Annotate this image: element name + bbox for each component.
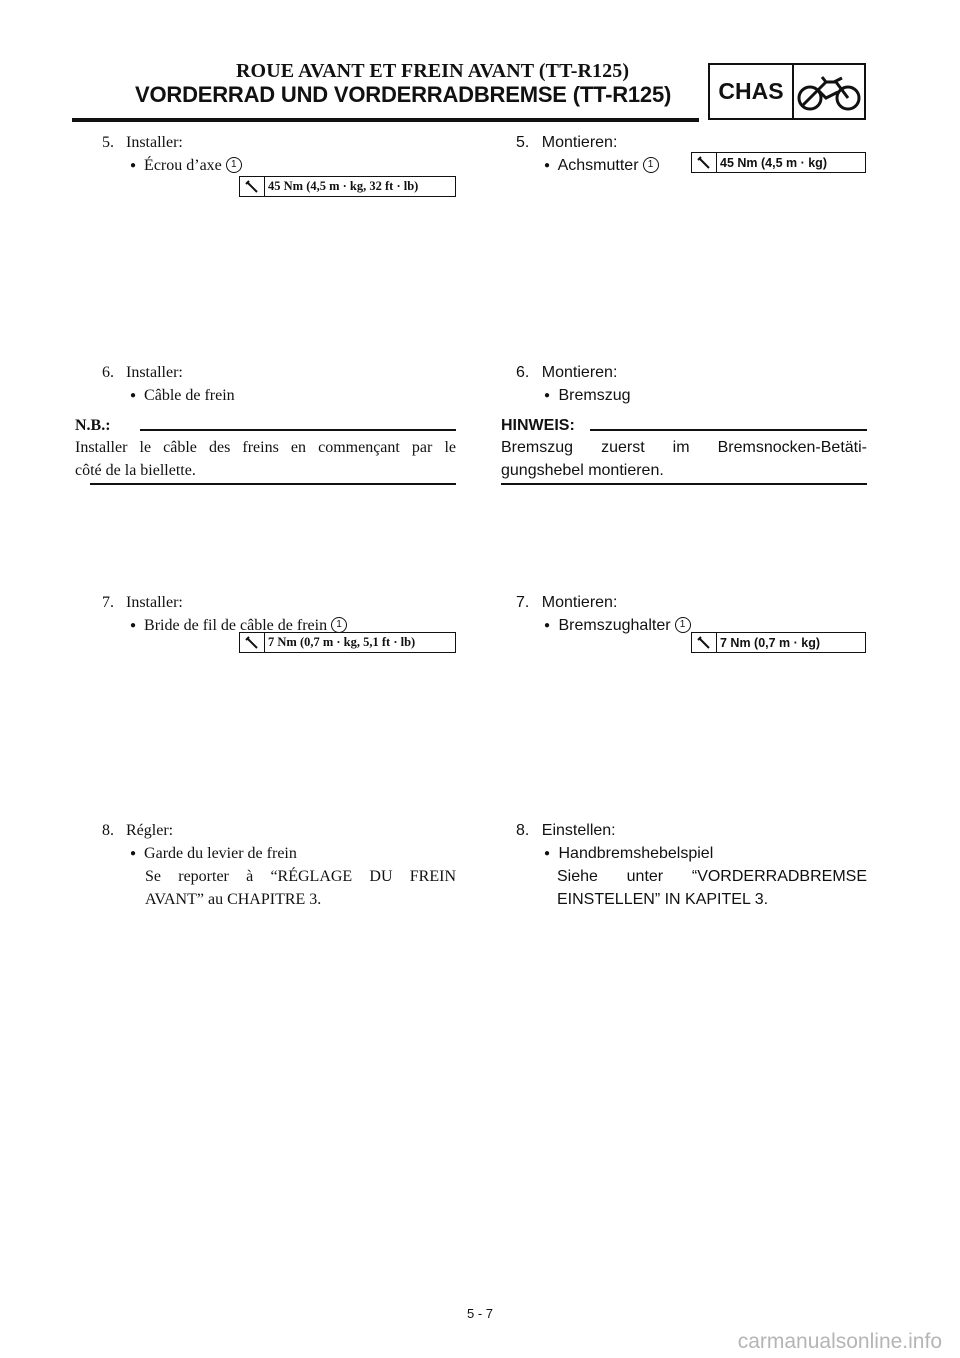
de-torque-box-5 [691,152,866,173]
fr-torque-box-7 [239,632,456,653]
fr-step-5-action: Installer: [126,134,183,151]
fr-step-8-action: Régler: [126,822,174,839]
de-step-6-item [544,384,631,409]
de-step-8-action: Einstellen: [541,822,616,839]
watermark: carmanualsonline.info [737,1330,942,1353]
fr-step-8-item-text: Garde du levier de frein [144,845,297,862]
de-step-7-action: Montieren: [541,594,618,611]
de-torque-box-7 [691,632,866,653]
fr-note-label: N.B.: [75,417,111,434]
de-step-5-item-text: Achsmutter [557,157,639,174]
fr-step-5-ref: 1 [226,157,242,173]
page-number: 5 - 7 [466,1306,493,1321]
de-step-8-item [544,842,713,867]
fr-step-6-number: 6. [102,364,114,381]
de-step-6-action: Montieren: [541,364,618,381]
de-note-line-1: Bremszug zuerst im Bremsnocken-Betäti- [501,439,867,456]
fr-step-8-item [130,842,297,867]
fr-note-top-rule [140,429,456,431]
fr-step-5-number: 5. [102,134,114,151]
chapter-badge [708,63,866,120]
de-step-8-number: 8. [516,822,530,839]
de-step-8 [516,819,616,842]
fr-step-7-number: 7. [102,594,114,611]
fr-step-5-item [130,154,242,179]
de-step-7-number: 7. [516,594,530,611]
fr-step-7-action: Installer: [126,594,183,611]
title-german: VORDERRAD UND VORDERRADBREMSE (TT-R125) [135,82,672,107]
de-step-5-ref: 1 [643,157,659,173]
fr-step-6-action: Installer: [126,364,183,381]
title-french: ROUE AVANT ET FREIN AVANT (TT-R125) [236,60,630,82]
fr-step-7-item-text: Bride de fil de câble de frein [144,617,328,634]
de-step-7 [516,591,617,614]
de-step-5-action: Montieren: [541,134,618,151]
fr-step-7 [102,591,183,614]
de-step-6 [516,361,617,384]
fr-torque-value-5: 45 Nm (4,5 m · kg, 32 ft · lb) [268,179,419,193]
de-note-label: HINWEIS: [501,417,575,434]
de-torque-value-5: 45 Nm (4,5 m · kg) [720,155,827,170]
fr-step-5-item-text: Écrou d’axe [144,157,222,174]
de-note-bottom-rule [501,483,867,485]
header-rule [72,118,699,122]
motorcycle-icon [794,65,864,118]
de-note-top-rule [590,429,867,431]
de-step-6-number: 6. [516,364,530,381]
de-step-6-item-text: Bremszug [558,387,631,404]
fr-step-8-number: 8. [102,822,114,839]
fr-torque-value-7: 7 Nm (0,7 m · kg, 5,1 ft · lb) [268,635,416,649]
torque-wrench-icon [240,633,265,652]
fr-step-6-item-text: Câble de frein [144,387,235,404]
torque-wrench-icon [692,153,717,172]
fr-step-6-item [130,384,235,409]
de-step-7-item-text: Bremszughalter [558,617,671,634]
fr-note-bottom-rule [90,483,456,485]
fr-step-5 [102,131,183,154]
fr-note-line-1: Installer le câble des freins en commençant par le [75,439,456,456]
de-step-7-item [544,614,691,639]
de-step-7-ref: 1 [675,617,691,633]
de-step-8-line-2: EINSTELLEN” IN KAPITEL 3. [557,891,769,908]
de-torque-value-7: 7 Nm (0,7 m · kg) [720,635,821,650]
torque-wrench-icon [692,633,717,652]
fr-step-6 [102,361,183,384]
fr-step-8-line-2: AVANT” au CHAPITRE 3. [145,891,322,908]
fr-note-line-2: côté de la biellette. [75,462,196,479]
fr-torque-box-5 [239,176,456,197]
torque-wrench-icon [240,177,265,196]
de-step-5-number: 5. [516,134,530,151]
chapter-badge-label: CHAS [710,65,794,118]
de-step-5-item [544,154,659,179]
de-step-5 [516,131,617,154]
fr-step-8-line-1: Se reporter à “RÉGLAGE DU FREIN [145,868,456,885]
de-step-8-item-text: Handbremshebelspiel [558,845,714,862]
de-step-8-line-1: Siehe unter “VORDERRADBREMSE [557,868,867,885]
fr-step-7-ref: 1 [331,617,347,633]
de-note-line-2: gungshebel montieren. [501,462,664,479]
fr-step-8 [102,819,173,842]
